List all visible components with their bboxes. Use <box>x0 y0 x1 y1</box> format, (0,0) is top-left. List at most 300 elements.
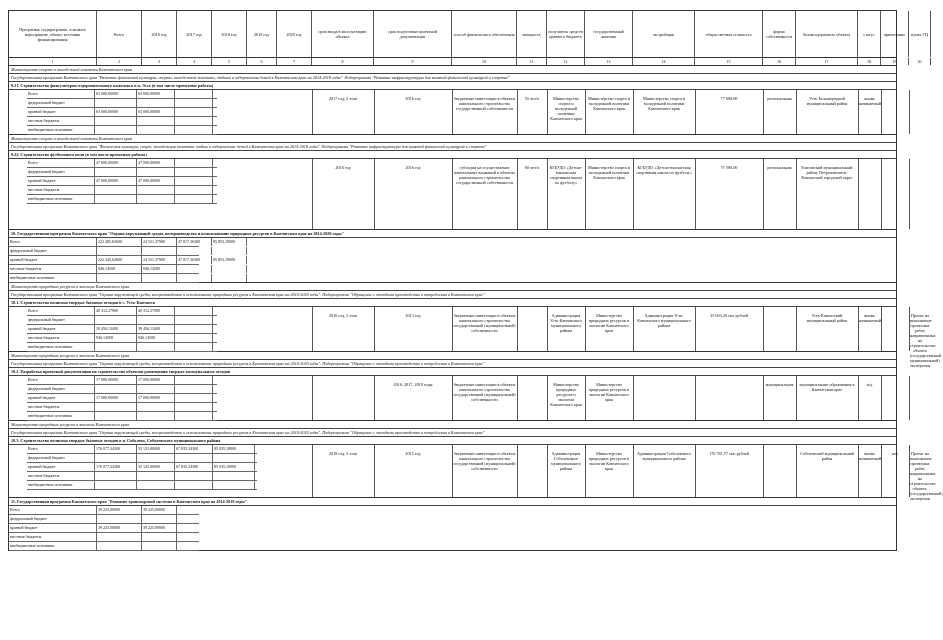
column-number: 14 <box>633 58 695 65</box>
finance-cell: 946,14500 <box>142 265 177 273</box>
finance-cell <box>137 186 175 194</box>
finance-cell: краевой бюджет <box>27 463 95 471</box>
finance-cell <box>137 99 175 107</box>
finance-subtable <box>27 159 217 204</box>
developer: Администрация Соболевского муниципального района <box>636 451 692 461</box>
finance-cell <box>175 472 213 480</box>
section-title: Министерство спорта и молодежной политики Камчатского края <box>8 135 897 143</box>
finance-cell: 47 817,36300 <box>177 238 212 246</box>
finance-cell <box>213 454 255 462</box>
finance-cell <box>175 108 213 116</box>
finance-cell: федеральный бюджет <box>27 385 95 393</box>
column-divider <box>858 159 859 229</box>
column-number: 15 <box>695 58 763 65</box>
program-title: Государственная программа Камчатского края "Охрана окружающей среды, воспроизводство и использование природных ресурсов в Камчатском крае на 2014-2020 годы". Подпрограмма "Обращение с отходами производства и потребления в Камчатском крае" <box>8 360 897 368</box>
finance-cell: 39 225,00000 <box>142 506 177 514</box>
finance-cell <box>97 274 142 282</box>
funding-method: бюджетные инвестиции в объекты капитального строительства государственной (муниципальной) собственности <box>453 313 516 333</box>
balance-holder: Соболевский муниципальный район <box>800 451 854 461</box>
finance-row <box>27 195 217 204</box>
note: Проект на выполнение проектных работ, направленных на строительство объекта (государственной муниципальной) экспертизы <box>910 313 942 368</box>
status: вновь начинаемый <box>859 451 881 461</box>
finance-cell: 67 835,34300 <box>175 463 213 471</box>
finance-row <box>27 463 257 472</box>
program-total-block <box>8 506 897 551</box>
finance-cell <box>95 195 137 203</box>
header-cell: 2019 год <box>247 11 277 57</box>
finance-row <box>9 506 199 515</box>
finance-cell: 85 853,18000 <box>212 238 247 246</box>
finance-cell: 39 225,00000 <box>142 524 177 532</box>
finance-cell: 176 077,34300 <box>95 445 137 453</box>
finance-cell: 47 000,00000 <box>137 177 175 185</box>
balance-holder: Усть-Камчатский муниципальный район <box>806 313 848 323</box>
column-divider <box>763 307 764 351</box>
recipient: КГБУДО «Детско-юношеская спортивная школа по футболу» <box>549 165 583 185</box>
finance-cell: краевой бюджет <box>27 108 95 116</box>
program-total-table <box>9 506 199 551</box>
column-divider <box>695 376 696 420</box>
finance-cell <box>137 316 175 324</box>
finance-cell: федеральный бюджет <box>27 454 95 462</box>
header-cell: Программа, подпрограмма, основное мероприятие, объект, источник финансирования <box>9 11 97 57</box>
header-cell: примечание <box>881 11 909 57</box>
finance-cell <box>177 265 212 273</box>
finance-cell <box>175 334 213 342</box>
commission-date: 2016 год, 3 этап <box>328 313 358 318</box>
finance-row <box>27 90 217 99</box>
finance-row <box>27 325 217 334</box>
finance-cell: краевой бюджет <box>9 256 97 264</box>
finance-cell: 85 035,18000 <box>213 463 255 471</box>
finance-cell: 946,14500 <box>95 334 137 342</box>
finance-cell: Всего <box>27 445 95 453</box>
finance-cell <box>95 472 137 480</box>
finance-cell <box>212 247 247 255</box>
finance-cell: Всего <box>9 238 97 246</box>
column-divider <box>633 376 634 420</box>
program-title: Государственная программа Камчатского края "Развитие физической культуры, спорта, молодежной политики, отдыха и оздоровления детей в Камчатском крае на 2014-2018 годы". Подпрограмма "Развитие инфраструктуры для занятий физической культурой и спортом" <box>8 74 897 82</box>
finance-cell <box>175 316 213 324</box>
column-number: 11 <box>517 58 547 65</box>
finance-cell <box>175 99 213 107</box>
finance-cell <box>175 343 213 351</box>
finance-cell: 39 456,13400 <box>95 325 137 333</box>
status: вновь начинаемый <box>859 96 881 106</box>
finance-cell <box>97 247 142 255</box>
column-number: 1 <box>9 58 97 65</box>
finance-cell <box>177 247 212 255</box>
finance-cell <box>137 454 175 462</box>
design-period: 2016 год <box>405 165 421 170</box>
estimated-cost: 77 000,00 <box>720 96 738 101</box>
finance-cell <box>95 412 137 420</box>
column-number: 8 <box>312 58 374 65</box>
column-divider <box>881 376 882 420</box>
finance-cell: федеральный бюджет <box>9 247 97 255</box>
finance-cell <box>175 186 213 194</box>
finance-cell: местные бюджеты <box>9 265 97 273</box>
finance-cell: 63 000,00000 <box>95 108 137 116</box>
funding-method: бюджетные инвестиции в объекты капитального строительства государственной (муниципальной) собственности <box>453 451 516 471</box>
finance-subtable <box>27 307 217 352</box>
developer: КГБУДО «Детско-юношеская спортивная школа по футболу» <box>636 165 692 175</box>
finance-row <box>27 99 217 108</box>
object-block-2 <box>8 159 897 230</box>
finance-cell <box>175 90 213 98</box>
finance-cell: 40 312,27900 <box>137 307 175 315</box>
finance-cell <box>175 403 213 411</box>
developer: Администрация Усть-Камчатского муниципального района <box>637 313 691 328</box>
finance-row <box>9 524 199 533</box>
column-number: 13 <box>585 58 633 65</box>
finance-row <box>9 265 199 274</box>
finance-row <box>27 316 217 325</box>
finance-cell <box>137 195 175 203</box>
object-title: 9.22. Строительство футбольного поля (в том числе проектные работы) <box>8 151 897 159</box>
finance-cell: краевой бюджет <box>27 177 95 185</box>
recipient: Администрация Соболевского муниципального района <box>551 451 581 471</box>
finance-cell: местные бюджеты <box>27 472 95 480</box>
finance-cell: 47 000,00000 <box>95 159 137 167</box>
finance-row <box>27 177 217 186</box>
object-block-4 <box>8 376 897 421</box>
finance-cell: внебюджетные источники <box>9 542 97 550</box>
finance-cell <box>137 385 175 393</box>
finance-cell <box>95 316 137 324</box>
funding-method: бюджетные инвестиции в объекты капитального строительства государственной собственности <box>453 96 516 111</box>
finance-cell <box>142 247 177 255</box>
finance-cell: внебюджетные источники <box>27 412 95 420</box>
column-divider <box>763 445 764 497</box>
finance-cell: Всего <box>27 159 95 167</box>
finance-cell <box>175 307 213 315</box>
finance-cell <box>97 542 142 550</box>
table-header <box>8 10 928 58</box>
recipient: Министерство природных ресурсов и экологии Камчатского края <box>550 382 582 407</box>
design-period: 2013 год <box>405 313 421 318</box>
finance-cell <box>95 126 137 134</box>
finance-row <box>9 274 199 283</box>
object-title: 9.21. Строительство физкультурно-оздоровительного комплекса в п. Эссо (в том числе проектные работы) <box>8 82 897 90</box>
finance-row <box>27 472 257 481</box>
object-block-1 <box>8 90 897 135</box>
object-block-5 <box>8 445 943 501</box>
finance-cell: внебюджетные источники <box>27 343 95 351</box>
column-number: 20 <box>909 58 931 65</box>
column-number: 16 <box>763 58 796 65</box>
finance-cell: местные бюджеты <box>27 334 95 342</box>
finance-cell <box>142 515 177 523</box>
finance-cell <box>175 481 213 489</box>
header-cell: общая сметная стоимость <box>695 11 763 57</box>
finance-row <box>27 403 217 412</box>
estimated-cost: 71 500,00 <box>720 165 738 170</box>
finance-row <box>27 445 257 454</box>
finance-cell: 35 125,00000 <box>137 445 175 453</box>
finance-cell <box>95 186 137 194</box>
finance-cell <box>95 168 137 176</box>
commission-date: 2017 год, 2 этап <box>328 96 358 101</box>
finance-cell <box>142 542 177 550</box>
finance-cell: 47 000,00000 <box>137 159 175 167</box>
customer: Министерство спорта и молодежной политики Камчатского края <box>587 96 631 111</box>
customer: Министерство природных ресурсов и экологии Камчатского края <box>588 451 630 471</box>
finance-row <box>27 168 217 177</box>
column-number: 4 <box>177 58 212 65</box>
finance-cell: Всего <box>27 307 95 315</box>
finance-cell <box>95 343 137 351</box>
column-divider <box>517 307 518 351</box>
column-number: 17 <box>796 58 858 65</box>
finance-cell <box>177 274 212 282</box>
finance-cell: местные бюджеты <box>27 403 95 411</box>
column-number: 10 <box>452 58 517 65</box>
finance-cell: 47 000,00000 <box>95 177 137 185</box>
finance-row <box>27 307 217 316</box>
finance-row <box>27 126 217 135</box>
program-total-title: 11. Государственная программа Камчатского края "Развитие транспортной системы в Камчатском крае на 2014-2018 годы" <box>8 498 897 506</box>
finance-cell <box>212 265 247 273</box>
finance-cell: местные бюджеты <box>27 186 95 194</box>
finance-cell: краевой бюджет <box>9 524 97 532</box>
finance-cell <box>175 195 213 203</box>
ownership-form: региональная <box>767 165 792 170</box>
finance-cell <box>175 376 213 384</box>
finance-cell: 39 456,13400 <box>137 325 175 333</box>
header-cell: способ фактического обеспечения <box>452 11 517 57</box>
program-total-block <box>8 238 897 283</box>
ownership-form: муниципальная <box>765 382 794 387</box>
column-number: 5 <box>212 58 247 65</box>
customer: Министерство природных ресурсов и экологии Камчатского края <box>588 313 630 333</box>
finance-cell: 63 000,00000 <box>137 108 175 116</box>
ownership-form: региональная <box>767 96 792 101</box>
finance-cell: 946,14500 <box>137 334 175 342</box>
finance-cell: 67 835,34300 <box>175 445 213 453</box>
header-cell: 2016 год <box>142 11 177 57</box>
finance-cell <box>137 412 175 420</box>
finance-row <box>27 412 217 421</box>
column-number: 19 <box>881 58 909 65</box>
capacity: 60 чел/ч <box>524 165 540 170</box>
header-cell: 2017 год <box>177 11 212 57</box>
status: н/д <box>866 382 873 387</box>
column-number: 3 <box>142 58 177 65</box>
finance-cell <box>97 515 142 523</box>
object-title: 10.1. Строительство полигона твердых бытовых отходов в с. Усть-Камчатск <box>8 299 897 307</box>
section-title: Министерство природных ресурсов и экологии Камчатского края <box>8 421 897 429</box>
finance-cell <box>95 385 137 393</box>
finance-cell: внебюджетные источники <box>27 481 95 489</box>
funding-method: субсидии на осуществление капитальных вложений в объекты капитального строительства государственной собственности <box>454 165 515 185</box>
object-title: 10.3. Строительство полигона твердых бытовых отходов в п. Соболево, Соболевского муниципального района <box>8 437 897 445</box>
finance-cell: 24 521,37900 <box>142 256 177 264</box>
finance-cell <box>175 412 213 420</box>
finance-cell <box>213 472 255 480</box>
finance-cell: 17 000,00000 <box>137 376 175 384</box>
finance-cell: 176 077,34300 <box>95 463 137 471</box>
section-title: Министерство спорта и молодежной политики Камчатского края <box>8 66 897 74</box>
balance-holder: Усть-Большерецкий муниципальный район <box>806 96 848 106</box>
finance-row <box>9 238 235 247</box>
column-divider <box>909 90 910 134</box>
finance-subtable <box>27 376 217 421</box>
customer: Министерство природных ресурсов и экологии Камчатского края <box>588 382 630 402</box>
finance-cell <box>95 403 137 411</box>
object-title: 10.2. Разработка проектной документации на строительство объектов размещения твердых коммунальных отходов <box>8 368 897 376</box>
finance-cell <box>175 159 213 167</box>
header-cell: государственный заказчик <box>585 11 633 57</box>
finance-subtable <box>27 90 217 135</box>
column-divider <box>881 90 882 134</box>
finance-row <box>9 533 199 542</box>
finance-cell <box>137 168 175 176</box>
finance-cell: 17 000,00000 <box>95 394 137 402</box>
finance-cell <box>95 117 137 125</box>
header-cell: форма собственности <box>763 11 796 57</box>
header-cell: 2018 год <box>212 11 247 57</box>
section-title: Министерство природных ресурсов и экологии Камчатского края <box>8 283 897 291</box>
finance-cell <box>175 325 213 333</box>
header-cell: застройщик <box>633 11 695 57</box>
finance-cell <box>175 385 213 393</box>
finance-row <box>27 385 217 394</box>
finance-cell: Всего <box>27 376 95 384</box>
finance-cell: 40 312,27900 <box>95 307 137 315</box>
finance-cell: краевой бюджет <box>27 394 95 402</box>
finance-row <box>27 343 217 352</box>
balance-holder: Елизовский муниципальный район, Петропавловск-Камчатский городской округ <box>801 165 853 180</box>
finance-cell: Всего <box>27 90 95 98</box>
finance-cell <box>97 533 142 541</box>
finance-cell <box>175 117 213 125</box>
finance-row <box>9 247 199 256</box>
finance-cell <box>95 454 137 462</box>
finance-cell <box>175 394 213 402</box>
customer: Министерство спорта и молодежной политики Камчатского края <box>587 165 631 180</box>
finance-row <box>27 394 217 403</box>
column-divider <box>909 376 910 420</box>
program-title: Государственная программа Камчатского края "Физическая культура, спорт, молодежная политика, отдых и оздоровление детей в Камчатском крае на 2014-2018 годы". Подпрограмма "Развитие инфраструктуры для занятий физической культурой и спортом" <box>8 143 897 151</box>
finance-cell <box>212 274 247 282</box>
design-period: 2016 год <box>405 96 421 101</box>
finance-cell: 17 000,00000 <box>137 394 175 402</box>
finance-cell: 85 035,18000 <box>213 445 255 453</box>
finance-cell: внебюджетные источники <box>9 274 97 282</box>
column-divider <box>881 307 882 351</box>
header-cell: получатель средств краевого бюджета <box>547 11 585 57</box>
finance-cell <box>175 168 213 176</box>
section-title: Министерство природных ресурсов и экологии Камчатского края <box>8 352 897 360</box>
finance-row <box>27 159 217 168</box>
column-number: 2 <box>97 58 142 65</box>
finance-cell <box>142 533 177 541</box>
column-number: 18 <box>858 58 881 65</box>
finance-cell: 17 000,00000 <box>95 376 137 384</box>
recipient: Министерство спорта и молодежной политики Камчатского края <box>550 96 582 121</box>
finance-row <box>27 481 257 490</box>
mark: нет <box>892 451 898 456</box>
finance-subtable <box>27 445 257 490</box>
finance-cell <box>137 126 175 134</box>
finance-row <box>27 334 217 343</box>
finance-cell: 63 000,00000 <box>95 90 137 98</box>
finance-row <box>27 454 257 463</box>
finance-cell: местные бюджеты <box>9 533 97 541</box>
column-divider <box>312 376 313 420</box>
column-number: 9 <box>374 58 452 65</box>
finance-cell: федеральный бюджет <box>27 168 95 176</box>
estimated-cost: 176 781,57 тыс рублей <box>709 451 749 456</box>
finance-cell <box>137 117 175 125</box>
recipient: Администрация Усть-Камчатского муниципального района <box>550 313 582 333</box>
finance-cell <box>213 481 255 489</box>
header-cell: статус <box>858 11 881 57</box>
design-period: 2015 год <box>405 451 421 456</box>
design-period: 2016, 2017, 2018 годы <box>393 382 433 387</box>
funding-method: бюджетные инвестиции в объекты капитального строительства государственной (муниципальной) собственности <box>453 382 516 402</box>
finance-cell <box>137 481 175 489</box>
program-total-title: 10. Государственная программа Камчатского края "Охрана окружающей среды, воспроизводство и использование природных ресурсов в Камчатском крае на 2014-2020 годы" <box>8 230 897 238</box>
finance-cell <box>95 481 137 489</box>
finance-cell: внебюджетные источники <box>27 195 95 203</box>
capacity: 55 чел/ч <box>524 96 540 101</box>
finance-row <box>27 117 217 126</box>
finance-cell <box>137 343 175 351</box>
estimated-cost: 35 003,20 тыс рублей <box>710 313 748 318</box>
finance-cell: 85 853,18000 <box>212 256 247 264</box>
column-divider <box>517 376 518 420</box>
column-number: 12 <box>547 58 585 65</box>
status: вновь начинаемый <box>859 313 881 323</box>
column-divider <box>881 159 882 229</box>
finance-row <box>9 256 235 265</box>
finance-cell <box>95 99 137 107</box>
header-cell: Всего <box>97 11 142 57</box>
finance-cell <box>142 274 177 282</box>
finance-cell: Всего <box>9 506 97 514</box>
column-number: 6 <box>247 58 277 65</box>
finance-row <box>27 376 217 385</box>
program-title: Государственная программа Камчатского края "Охрана окружающей среды, воспроизводство и использование природных ресурсов в Камчатском крае на 2014-2020 годы". Подпрограмма "Обращение с отходами производства и потребления в Камчатском крае" <box>8 429 897 437</box>
finance-row <box>9 542 199 551</box>
finance-cell: 47 817,36300 <box>177 256 212 264</box>
finance-cell: 24 521,37900 <box>142 238 177 246</box>
header-cell: срок подготовки проектной документации <box>374 11 452 57</box>
header-cell: мощность <box>517 11 547 57</box>
program-title: Государственная программа Камчатского края "Охрана окружающей среды, воспроизводство и использование природных ресурсов в Камчатском крае на 2014-2020 годы". Подпрограмма "Обращение с отходами производства и потребления в Камчатском крае" <box>8 291 897 299</box>
balance-holder: муниципальные образования в Камчатском крае <box>799 382 855 392</box>
commission-date: 2018 год, 3 этап <box>328 451 358 456</box>
finance-cell: 39 225,00000 <box>97 524 142 532</box>
finance-cell <box>175 177 213 185</box>
developer: Министерство спорта и молодежной политики Камчатского края <box>642 96 686 111</box>
note: Проект на выполнение проектных работ, направленных на строительство объекта, (государственной) экспертизы <box>910 451 943 501</box>
header-cell: пункт ГЦ <box>909 11 931 57</box>
finance-row <box>27 186 217 195</box>
column-number: 7 <box>277 58 312 65</box>
finance-cell: 63 000,00000 <box>137 90 175 98</box>
column-number-row <box>8 58 922 66</box>
header-cell: 2020 год <box>277 11 312 57</box>
header-cell: срок ввода в эксплуатацию объекта <box>312 11 374 57</box>
finance-cell <box>175 126 213 134</box>
header-cell: балансодержатель объекта <box>796 11 858 57</box>
program-total-table <box>9 238 235 283</box>
finance-cell: федеральный бюджет <box>27 316 95 324</box>
column-divider <box>909 159 910 229</box>
